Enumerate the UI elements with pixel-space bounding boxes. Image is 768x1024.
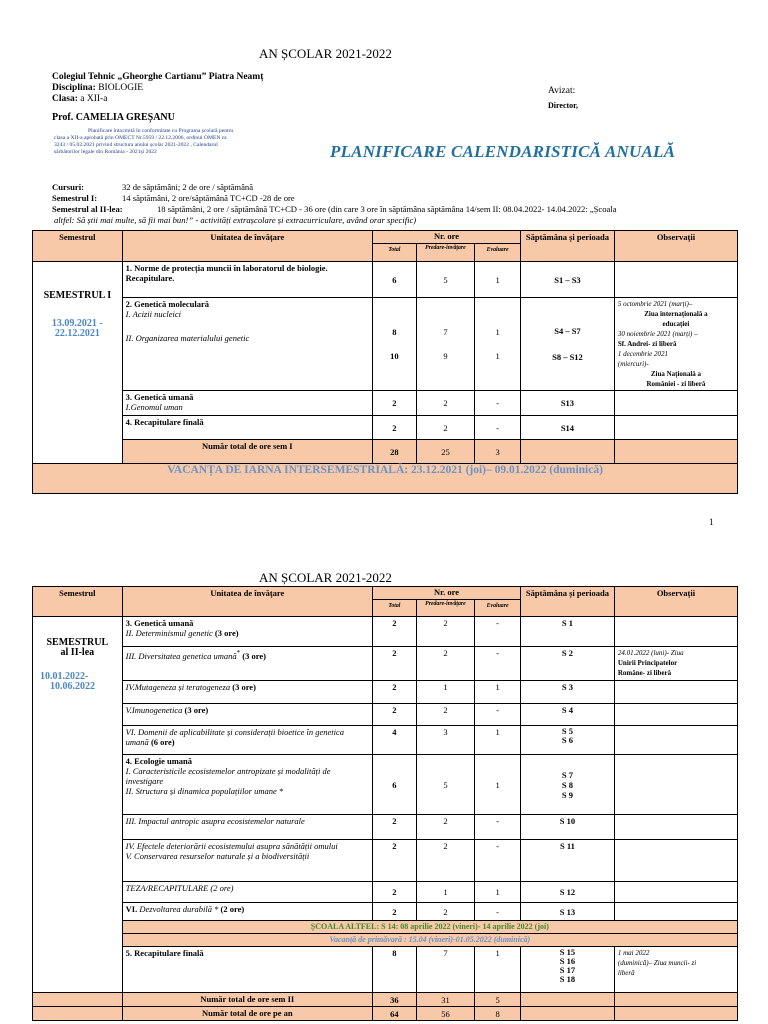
obs-cell [614, 704, 737, 726]
predare-cell: 2 [416, 903, 474, 921]
evaluare-cell: 1 [475, 681, 521, 704]
total-cell: 2 [372, 903, 416, 921]
header-saptamana: Săptămâna și perioada [521, 587, 615, 617]
week-cell: S13 [521, 391, 615, 416]
obs-cell [614, 815, 737, 840]
predare-cell: 5 [416, 755, 474, 815]
week-cell: S4 – S7 S8 – S12 [521, 298, 615, 391]
evaluare-cell: - [475, 815, 521, 840]
predare-cell: 2 [416, 391, 474, 416]
predare-cell: 2 [416, 840, 474, 882]
header-observatii: Observații [614, 587, 737, 617]
predare-cell: 56 [416, 1007, 474, 1021]
total-cell: 4 [372, 726, 416, 755]
week-cell: S 15 S 16 S 17 S 18 [521, 947, 615, 993]
predare-cell: 7 9 [416, 298, 474, 391]
obs-cell [614, 903, 737, 921]
obs-cell [614, 391, 737, 416]
semester1-dates-end: 22.12.2021 [54, 328, 100, 339]
obs-cell [614, 755, 737, 815]
predare-cell: 2 [416, 815, 474, 840]
evaluare-cell: 1 1 [475, 298, 521, 391]
header-observatii: Observații [614, 231, 737, 262]
header-predare: Predare-învățare [416, 600, 474, 617]
week-cell: S 10 [521, 815, 615, 840]
unit-row: IV.Mutageneza și teratogeneza (3 ore) [122, 681, 372, 704]
school-name: Colegiul Tehnic „Gheorghe Cartianu” Piatra Neamț [52, 72, 264, 82]
header-unitatea: Unitatea de învățare [122, 587, 372, 617]
obs-cell: 24.01.2022 (luni)- Ziua Unirii Principatelor Române- zi liberă [614, 647, 737, 681]
predare-cell: 2 [416, 617, 474, 647]
teacher-name: Prof. CAMELIA GREȘANU [52, 112, 175, 123]
evaluare-cell: 1 [475, 755, 521, 815]
total-cell: 2 [372, 647, 416, 681]
total-cell: 2 [372, 416, 416, 440]
total-cell: 2 [372, 704, 416, 726]
unit-row: IV. Efectele deteriorării ecosistemului asupra sănătății omului V. Conservarea resurselor naturale și a biodiversității [122, 840, 372, 882]
semester2-dates-start: 10.01.2022- [40, 671, 89, 682]
obs-cell [614, 840, 737, 882]
year-title-2: AN ȘCOLAR 2021-2022 [259, 570, 392, 585]
unit-row: III. Impactul antropic asupra ecosistemelor naturale [122, 815, 372, 840]
week-cell: S1 – S3 [521, 262, 615, 298]
semester1-dates-start: 13.09.2021 - [51, 318, 103, 329]
header-total: Total [372, 244, 416, 262]
obs-cell [614, 681, 737, 704]
total-cell: 2 [372, 681, 416, 704]
total-cell: 6 [372, 262, 416, 298]
week-cell: S 2 [521, 647, 615, 681]
total-cell: 2 [372, 840, 416, 882]
predare-cell: 2 [416, 704, 474, 726]
total-cell: 2 [372, 617, 416, 647]
semester1-name: SEMESTRUL I [43, 290, 112, 301]
predare-cell: 2 [416, 416, 474, 440]
scoala-altfel-banner: ȘCOALA ALTFEL: S 14: 08 aprilie 2022 (vineri)- 14 aprilie 2022 (joi) [122, 921, 737, 934]
evaluare-cell: - [475, 617, 521, 647]
header-saptamana: Săptămâna și perioada [521, 231, 615, 262]
legal-note: Planificare întocmită în conformitate cu Programa școlară pentru clasa a XII-a aprobată prin OMECT Nr.5959 / 22.12.2006, ordinul OMEN nr. 3243 / 05.02.2021 privind structura anului școlar 2021-2022 , Calendarul sărbătorilor legale din România - 2021și 2022 [54, 128, 234, 155]
predare-cell: 2 [416, 647, 474, 681]
predare-cell: 1 [416, 681, 474, 704]
week-cell: S 1 [521, 617, 615, 647]
header-predare: Predare-învățare [416, 244, 474, 262]
course-info: Cursuri: 32 de săptămâni; 2 de ore / săptămână Semestrul I: 14 săptămâni, 2 ore/săptămână TC+CD -28 de ore Semestrul al II-lea: 18 săptămâni, 2 ore / săptămână TC+CD - 36 ore (din care 3 ore în săptămâna săptămâna 14/sem II: 08.04.2022- 14.04.2022: „Școala altfel: Să știi mai multe, să fii mai bun!” - activități extrașcolare și extracurriculare, având orar specific) [52, 182, 617, 225]
total-cell: 6 [372, 755, 416, 815]
obs-cell [614, 262, 737, 298]
week-cell: S 11 [521, 840, 615, 882]
header-total: Total [372, 600, 416, 617]
unit-row: TEZA/RECAPITULARE (2 ore) [122, 882, 372, 903]
semester2-dates-end: 10.06.2022 [50, 681, 95, 692]
total-cell: 64 [372, 1007, 416, 1021]
unit-row: 5. Recapitulare finală [122, 947, 372, 993]
header-nr-ore: Nr. ore [372, 231, 520, 244]
evaluare-cell: - [475, 903, 521, 921]
evaluare-cell: 8 [475, 1007, 521, 1021]
unit-row: 3. Genetică umană II. Determinismul genetic (3 ore) [122, 617, 372, 647]
evaluare-cell: 1 [475, 726, 521, 755]
unit-row: V.Imunogenetica (3 ore) [122, 704, 372, 726]
week-cell: S 5 S 6 [521, 726, 615, 755]
main-title: PLANIFICARE CALENDARISTICĂ ANUALĂ [330, 142, 676, 161]
unit-row: VI. Domenii de aplicabilitate și considerații bioetice în genetica umană (6 ore) [122, 726, 372, 755]
header-semestrul: Semestrul [33, 231, 123, 262]
week-cell: S 3 [521, 681, 615, 704]
total-label: Număr total de ore sem II [122, 993, 372, 1007]
total-cell: 8 10 [372, 298, 416, 391]
evaluare-cell: 3 [475, 440, 521, 464]
week-cell: S 12 [521, 882, 615, 903]
header-semestrul: Semestrul [33, 587, 123, 617]
unit-row: 4. Ecologie umană I. Caracteristicile ecosistemelor antropizate și modalități de investigare II. Structura și dinamica populațiilor umane * [122, 755, 372, 815]
class-line: Clasa: a XII-a [52, 94, 108, 104]
week-cell: S14 [521, 416, 615, 440]
evaluare-cell: - [475, 704, 521, 726]
evaluare-cell: - [475, 391, 521, 416]
evaluare-cell: 1 [475, 947, 521, 993]
discipline-line: Disciplina: BIOLOGIE [52, 83, 144, 93]
total-label: Număr total de ore sem I [122, 440, 372, 464]
obs-cell: 1 mai 2022 (duminică)– Ziua muncii- zi liberă [614, 947, 737, 993]
evaluare-cell: - [475, 647, 521, 681]
total-year-label: Număr total de ore pe an [122, 1007, 372, 1021]
evaluare-cell: - [475, 416, 521, 440]
total-cell: 2 [372, 882, 416, 903]
header-nr-ore: Nr. ore [372, 587, 520, 600]
header-evaluare: Evaluare [475, 244, 521, 262]
evaluare-cell: - [475, 840, 521, 882]
total-cell: 2 [372, 391, 416, 416]
week-cell: S 4 [521, 704, 615, 726]
total-cell: 28 [372, 440, 416, 464]
unit-row: 4. Recapitulare finală [122, 416, 372, 440]
spring-vacation-banner: Vacanță de primăvară : 15.04 (vineri)-01.05.2022 (duminică) [122, 934, 737, 947]
semester2-table [32, 586, 738, 1021]
semester1-cell [33, 262, 123, 464]
evaluare-cell: 1 [475, 262, 521, 298]
obs-cell [614, 726, 737, 755]
year-title: AN ȘCOLAR 2021-2022 [259, 46, 392, 61]
predare-cell: 25 [416, 440, 474, 464]
total-cell: 36 [372, 993, 416, 1007]
total-cell: 2 [372, 815, 416, 840]
predare-cell: 1 [416, 882, 474, 903]
unit-row: 3. Genetică umană I.Genomul uman [122, 391, 372, 416]
week-cell: S 13 [521, 903, 615, 921]
total-cell: 8 [372, 947, 416, 993]
evaluare-cell: 1 [475, 882, 521, 903]
predare-cell: 3 [416, 726, 474, 755]
avizat-label: Avizat: [548, 86, 576, 96]
winter-vacation: VACANȚA DE IARNA INTERSEMESTRIALĂ: 23.12.2021 (joi)– 09.01.2022 (duminică) [33, 464, 738, 494]
predare-cell: 5 [416, 262, 474, 298]
evaluare-cell: 5 [475, 993, 521, 1007]
semester2-name: SEMESTRUL [46, 637, 109, 648]
unit-row: III. Diversitatea genetica umană* (3 ore) [122, 647, 372, 681]
semester2-name-suffix: al II-lea [60, 647, 95, 658]
obs-cell: 5 octombrie 2021 (marți)– Ziua internațională a educației 30 noiembrie 2021 (marți) – Sf. Andrei- zi liberă 1 decembrie 2021 (miercuri)- Ziua Națională a României - zi liberă [614, 298, 737, 391]
semester2-cell [33, 617, 123, 947]
unit-row: 2. Genetică moleculară I. Acizii nucleici II. Organizarea materialului genetic [122, 298, 372, 391]
obs-cell [614, 882, 737, 903]
header-evaluare: Evaluare [475, 600, 521, 617]
page-number: 1 [709, 517, 714, 527]
unit-row: 1. Norme de protecția muncii în laboratorul de biologie. Recapitulare. [122, 262, 372, 298]
semester1-table [32, 230, 738, 494]
director-label: Director, [548, 101, 578, 110]
week-cell: S 7 S 8 S 9 [521, 755, 615, 815]
predare-cell: 31 [416, 993, 474, 1007]
header-unitatea: Unitatea de învățare [122, 231, 372, 262]
obs-cell [614, 416, 737, 440]
obs-cell [614, 617, 737, 647]
unit-row: VI. Dezvoltarea durabilă * (2 ore) [122, 903, 372, 921]
predare-cell: 7 [416, 947, 474, 993]
